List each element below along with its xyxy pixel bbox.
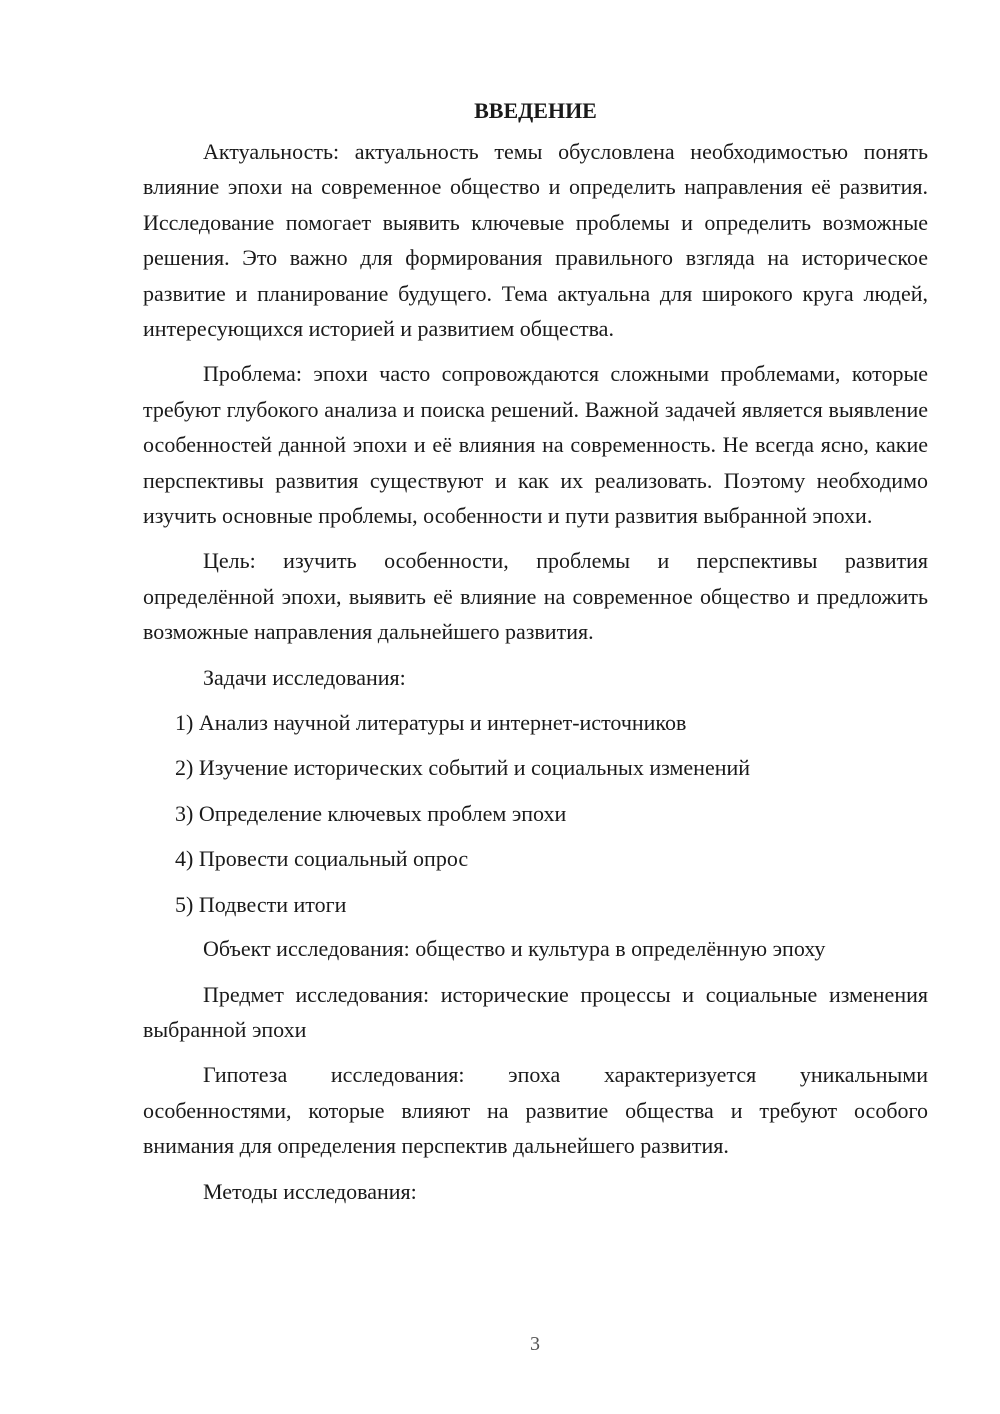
hypothesis-paragraph: Гипотеза исследования: эпоха характеризуется уникальными особенностями, которые влияют на развитие общества и требуют особого внимания для определения перспектив дальнейшего развития.	[143, 1062, 928, 1159]
methods-heading: Методы исследования:	[203, 1178, 417, 1204]
tasks-heading: Задачи исследования:	[203, 664, 406, 690]
task-item: 3) Определение ключевых проблем эпохи	[175, 800, 567, 826]
problem-paragraph: Проблема: эпохи часто сопровождаются сложными проблемами, которые требуют глубокого анализа и поиска решений. Важной задачей является выявление особенностей данной эпохи и её влияния на современность. Не всегда ясно, какие перспективы развития существуют и как их реализовать. Поэтому необходимо изучить основные проблемы, особенности и пути развития выбранной эпохи.	[143, 361, 928, 529]
goal-paragraph: Цель: изучить особенности, проблемы и перспективы развития определённой эпохи, выявить её влияние на современное общество и предложить возможные направления дальнейшего развития.	[143, 548, 928, 645]
task-item: 2) Изучение исторических событий и социальных изменений	[175, 755, 751, 781]
subject-paragraph: Предмет исследования: исторические процессы и социальные изменения выбранной эпохи	[143, 981, 928, 1042]
page-number: 3	[530, 1333, 540, 1355]
task-item: 4) Провести социальный опрос	[175, 846, 469, 872]
task-item: 5) Подвести итоги	[175, 891, 347, 917]
task-item: 1) Анализ научной литературы и интернет-источников	[175, 709, 687, 735]
document-page	[143, 93, 928, 1209]
relevance-paragraph: Актуальность: актуальность темы обусловлена необходимостью понять влияние эпохи на современное общество и определить направления её развития. Исследование помогает выявить ключевые проблемы и определить возможные решения. Это важно для формирования правильного взгляда на историческое развитие и планирование будущего. Тема актуальна для широкого круга людей, интересующихся историей и развитием общества.	[143, 139, 928, 342]
object-paragraph: Объект исследования: общество и культура в определённую эпоху	[203, 936, 826, 962]
page-title: ВВЕДЕНИЕ	[474, 98, 597, 123]
tasks-list	[143, 705, 928, 922]
